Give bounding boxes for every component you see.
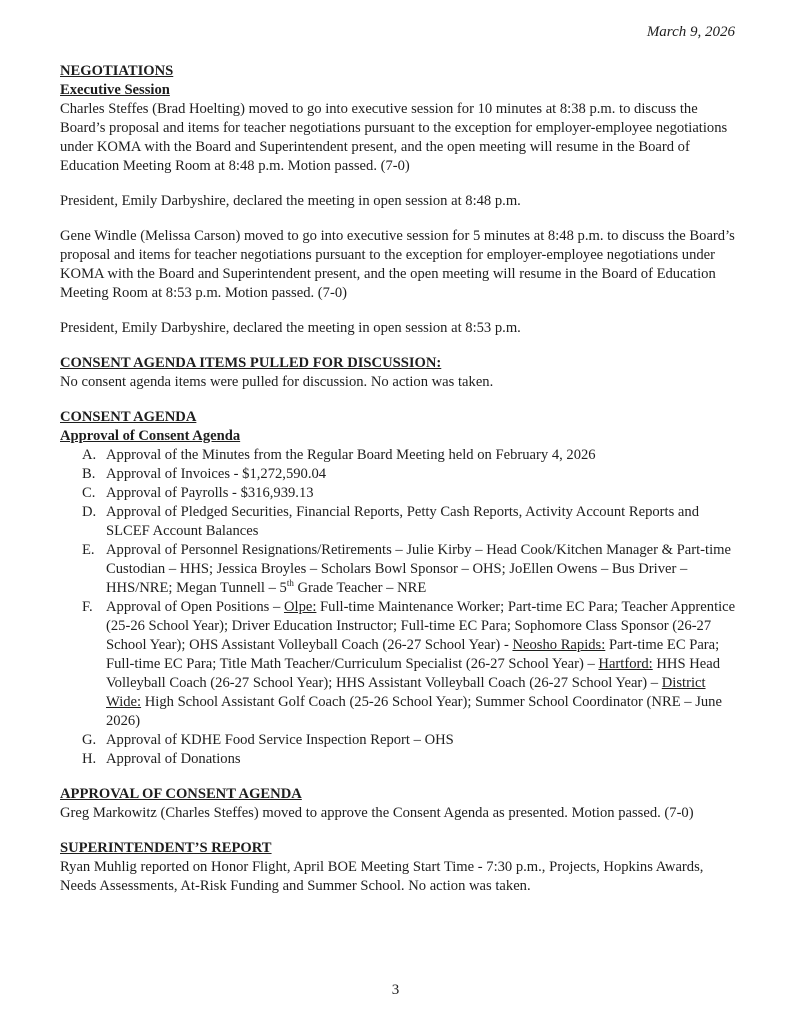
superintendent-section (60, 839, 740, 896)
item-letter: E. (82, 542, 95, 558)
page-number: 3 (391, 982, 400, 998)
item-letter: C. (82, 485, 96, 501)
neosho-text: Part-time EC Para; Full-time EC Para; Title Math Teacher/Curriculum Specialist (26-27 School Year) – (106, 637, 720, 672)
item-text: Approval of Pledged Securities, Financial Reports, Petty Cash Reports, Activity Account Reports and SLCEF Account Balances (106, 504, 699, 539)
olpe-text: Full-time Maintenance Worker; Part-time EC Para; Teacher Apprentice (25-26 School Year); Driver Education Instructor; Full-time EC Para; Sophomore Class Sponsor (26-27 School Year); OHS Assistant Volleyball Coach (26-27 School Year) - (106, 599, 736, 653)
superintendent-heading: SUPERINTENDENT’S REPORT (60, 840, 272, 856)
consent-agenda-heading: CONSENT AGENDA (60, 409, 197, 425)
pulled-items-heading: CONSENT AGENDA ITEMS PULLED FOR DISCUSSION: (60, 355, 442, 371)
item-text (106, 541, 740, 598)
list-item (60, 598, 740, 731)
executive-session-motion-2: Gene Windle (Melissa Carson) moved to go into executive session for 5 minutes at 8:48 p.m. to discuss the Board’s proposal and items for teacher negotiations pursuant to the exception for employer-employee negotiations under KOMA with the Board and Superintendent present, and the open meeting will resume in the Board of Education Meeting Room at 8:53 p.m. Motion passed. (7-0) (60, 228, 735, 301)
item-letter: H. (82, 751, 97, 767)
item-letter: F. (82, 599, 93, 615)
hartford-label: Hartford: (598, 656, 653, 672)
item-text: Approval of Payrolls - $316,939.13 (106, 485, 314, 501)
district-label: District Wide: (106, 675, 706, 710)
minutes-content (60, 62, 740, 896)
personnel-text-b: Grade Teacher – NRE (293, 580, 427, 596)
item-letter: A. (82, 447, 97, 463)
list-item (60, 503, 740, 541)
negotiations-heading: NEGOTIATIONS (60, 63, 174, 79)
positions-intro: Approval of Open Positions – (106, 599, 284, 615)
consent-agenda-section (60, 408, 740, 769)
pulled-items-section (60, 354, 740, 392)
executive-session-motion-1: Charles Steffes (Brad Hoelting) moved to go into executive session for 10 minutes at 8:38 p.m. to discuss the Board’s proposal and items for teacher negotiations pursuant to the exception for employer-employee negotiations under KOMA with the Board and Superintendent present, and the open meeting will resume in the Board of Education Meeting Room at 8:48 p.m. Motion passed. (7-0) (60, 101, 728, 174)
list-item (60, 541, 740, 598)
personnel-text-a: Approval of Personnel Resignations/Retirements – Julie Kirby – Head Cook/Kitchen Manager & Part-time Custodian – HHS; Jessica Broyles – Scholars Bowl Sponsor – OHS; JoEllen Owens – Bus Driver – HHS/NRE; Megan Tunnell – 5 (106, 542, 731, 596)
item-letter: D. (82, 504, 97, 520)
approval-heading: APPROVAL OF CONSENT AGENDA (60, 786, 302, 802)
item-letter: B. (82, 466, 96, 482)
district-text: High School Assistant Golf Coach (25-26 School Year); Summer School Coordinator (NRE – June 2026) (106, 694, 722, 729)
item-text: Approval of Donations (106, 751, 241, 767)
executive-session-subheading: Executive Session (60, 82, 170, 98)
approval-text: Greg Markowitz (Charles Steffes) moved to approve the Consent Agenda as presented. Motion passed. (7-0) (60, 805, 694, 821)
consent-agenda-list (60, 446, 740, 769)
ordinal-suffix: th (286, 578, 294, 589)
list-item (60, 465, 740, 484)
negotiations-section (60, 62, 740, 338)
consent-agenda-subheading: Approval of Consent Agenda (60, 428, 241, 444)
olpe-label: Olpe: (283, 599, 317, 615)
neosho-label: Neosho Rapids: (512, 637, 606, 653)
open-session-declaration-2: President, Emily Darbyshire, declared the meeting in open session at 8:53 p.m. (60, 320, 521, 336)
list-item (60, 484, 740, 503)
list-item (60, 750, 740, 769)
list-item (60, 731, 740, 750)
open-session-declaration-1: President, Emily Darbyshire, declared the meeting in open session at 8:48 p.m. (60, 193, 521, 209)
superintendent-text: Ryan Muhlig reported on Honor Flight, April BOE Meeting Start Time - 7:30 p.m., Projects, Hopkins Awards, Needs Assessments, At-Risk Funding and Summer School. No action was taken. (60, 859, 704, 894)
item-text: Approval of KDHE Food Service Inspection Report – OHS (106, 732, 454, 748)
hartford-text: HHS Head Volleyball Coach (26-27 School Year); HHS Assistant Volleyball Coach (26-27 School Year) – (106, 656, 721, 691)
item-text: Approval of the Minutes from the Regular Board Meeting held on February 4, 2026 (106, 447, 596, 463)
approval-section (60, 785, 740, 823)
document-date: March 9, 2026 (646, 24, 735, 40)
item-text: Approval of Invoices - $1,272,590.04 (106, 466, 327, 482)
item-letter: G. (82, 732, 97, 748)
item-text (106, 598, 740, 731)
pulled-items-text: No consent agenda items were pulled for discussion. No action was taken. (60, 374, 494, 390)
list-item (60, 446, 740, 465)
